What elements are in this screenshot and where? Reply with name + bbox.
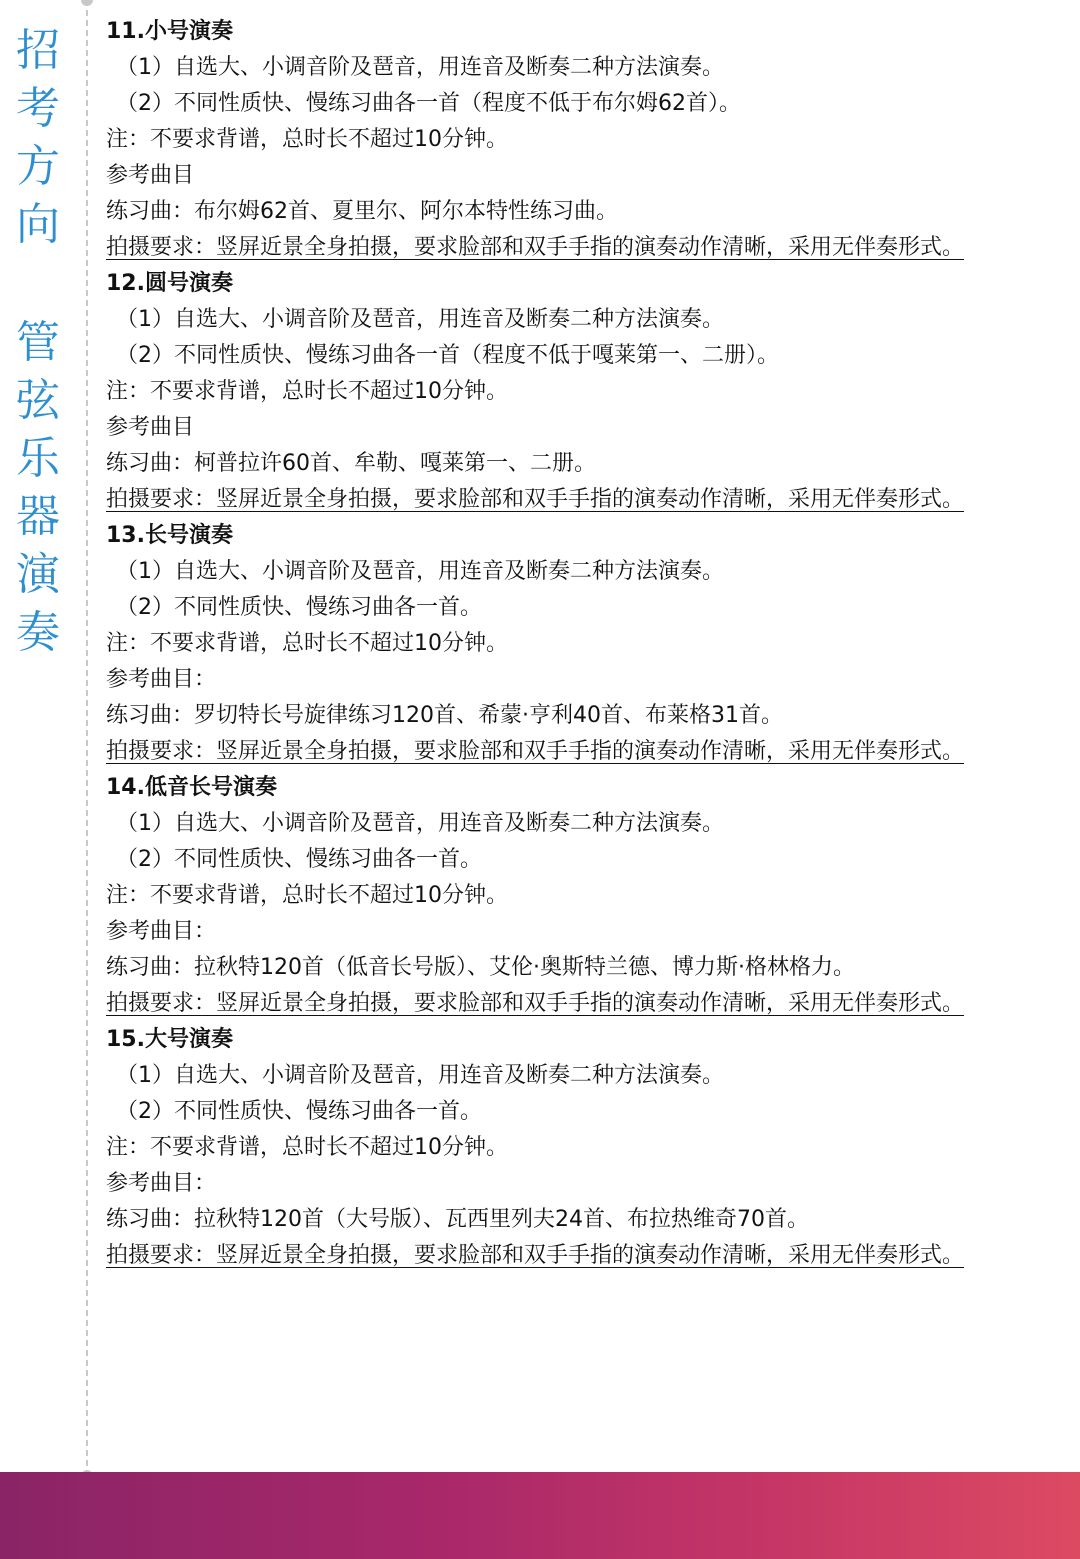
section-heading: 12.圆号演奏 [106,271,233,296]
section-heading: 11.小号演奏 [106,19,233,44]
sidebar-title [8,22,68,662]
section-note: 注：不要求背谱，总时长不超过10分钟。 [106,127,508,152]
section-item: （2）不同性质快、慢练习曲各一首。 [116,847,482,872]
sidebar-char: 招 [16,25,60,76]
sidebar-char: 管 [16,317,60,368]
section-item: （1）自选大、小调音阶及琶音，用连音及断奏二种方法演奏。 [116,307,724,332]
section-trombone [106,518,1046,770]
section-note: 注：不要求背谱，总时长不超过10分钟。 [106,631,508,656]
section-bass-trombone [106,770,1046,1022]
section-item: （2）不同性质快、慢练习曲各一首（程度不低于布尔姆62首）。 [116,91,741,116]
sidebar-char: 演 [16,549,60,600]
section-heading: 15.大号演奏 [106,1027,233,1052]
filming-requirement: 拍摄要求：竖屏近景全身拍摄，要求脸部和双手手指的演奏动作清晰，采用无伴奏形式。 [106,739,965,764]
section-trumpet [106,14,1046,266]
filming-requirement: 拍摄要求：竖屏近景全身拍摄，要求脸部和双手手指的演奏动作清晰，采用无伴奏形式。 [106,487,965,512]
section-item: （2）不同性质快、慢练习曲各一首。 [116,595,482,620]
section-item: （1）自选大、小调音阶及琶音，用连音及断奏二种方法演奏。 [116,811,724,836]
sidebar-char: 方 [16,141,60,192]
section-item: （1）自选大、小调音阶及琶音，用连音及断奏二种方法演奏。 [116,1063,724,1088]
sidebar-char: 向 [16,199,60,250]
sidebar-char: 乐 [16,433,60,484]
etudes-list: 练习曲：布尔姆62首、夏里尔、阿尔本特性练习曲。 [106,199,618,224]
footer-gradient-bar [0,1472,1080,1559]
filming-requirement: 拍摄要求：竖屏近景全身拍摄，要求脸部和双手手指的演奏动作清晰，采用无伴奏形式。 [106,1243,965,1268]
divider-top-dot [81,0,93,6]
section-horn [106,266,1046,518]
sidebar-char: 奏 [16,607,60,658]
reference-title: 参考曲目： [106,919,217,944]
section-item: （2）不同性质快、慢练习曲各一首（程度不低于嘎莱第一、二册）。 [116,343,779,368]
main-content [106,14,1046,1274]
reference-title: 参考曲目 [106,415,195,440]
section-note: 注：不要求背谱，总时长不超过10分钟。 [106,883,508,908]
section-tuba [106,1022,1046,1274]
section-heading: 14.低音长号演奏 [106,775,277,800]
section-item: （1）自选大、小调音阶及琶音，用连音及断奏二种方法演奏。 [116,559,724,584]
sidebar-char: 考 [16,83,60,134]
sidebar-char: 器 [16,491,60,542]
section-heading: 13.长号演奏 [106,523,233,548]
etudes-list: 练习曲：柯普拉许60首、牟勒、嘎莱第一、二册。 [106,451,596,476]
filming-requirement: 拍摄要求：竖屏近景全身拍摄，要求脸部和双手手指的演奏动作清晰，采用无伴奏形式。 [106,235,965,260]
dashed-divider [86,0,88,1476]
etudes-list: 练习曲：拉秋特120首（大号版）、瓦西里列夫24首、布拉热维奇70首。 [106,1207,809,1232]
reference-title: 参考曲目： [106,667,217,692]
etudes-list: 练习曲：拉秋特120首（低音长号版）、艾伦·奥斯特兰德、博力斯·格林格力。 [106,955,855,980]
sidebar-char: 弦 [16,375,60,426]
section-item: （1）自选大、小调音阶及琶音，用连音及断奏二种方法演奏。 [116,55,724,80]
reference-title: 参考曲目 [106,163,195,188]
filming-requirement: 拍摄要求：竖屏近景全身拍摄，要求脸部和双手手指的演奏动作清晰，采用无伴奏形式。 [106,991,965,1016]
section-note: 注：不要求背谱，总时长不超过10分钟。 [106,1135,508,1160]
reference-title: 参考曲目： [106,1171,217,1196]
section-note: 注：不要求背谱，总时长不超过10分钟。 [106,379,508,404]
etudes-list: 练习曲：罗切特长号旋律练习120首、希蒙·亨利40首、布莱格31首。 [106,703,783,728]
section-item: （2）不同性质快、慢练习曲各一首。 [116,1099,482,1124]
